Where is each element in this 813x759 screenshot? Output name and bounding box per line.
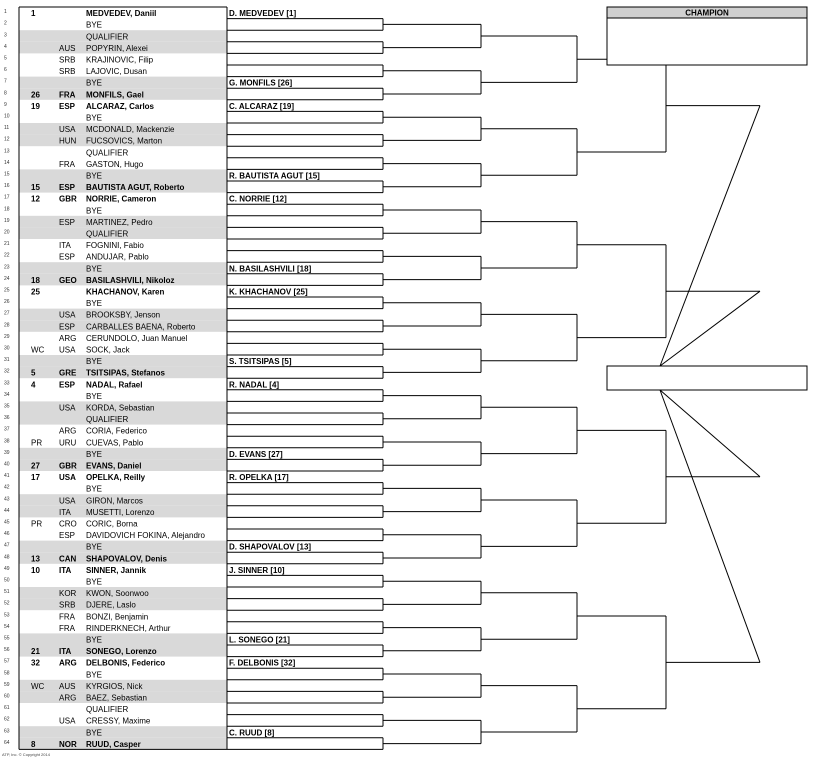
- round2-winner: R. BAUTISTA AGUT [15]: [229, 171, 320, 181]
- player-country: ITA: [59, 647, 72, 657]
- player-name: KORDA, Sebastian: [86, 403, 155, 413]
- player-name: KHACHANOV, Karen: [86, 287, 165, 297]
- draw-position-number: 2: [4, 20, 7, 27]
- player-name: SONEGO, Lorenzo: [86, 647, 157, 657]
- player-seed: 1: [31, 9, 36, 19]
- draw-position-number: 31: [4, 357, 10, 364]
- player-name: ALCARAZ, Carlos: [86, 101, 155, 111]
- row-shade: [19, 726, 227, 738]
- draw-position-number: 9: [4, 101, 7, 108]
- player-name: CORIA, Federico: [86, 426, 147, 436]
- round2-winner: C. RUUD [8]: [229, 728, 275, 738]
- player-name: CUEVAS, Pablo: [86, 438, 144, 448]
- player-name: ANDUJAR, Pablo: [86, 252, 149, 262]
- player-name: BYE: [86, 299, 103, 309]
- draw-position-number: 28: [4, 322, 10, 329]
- player-name: RUUD, Casper: [86, 739, 141, 749]
- draw-position-number: 44: [4, 507, 10, 514]
- draw-position-number: 7: [4, 78, 7, 85]
- row-shade: [19, 633, 227, 645]
- draw-position-number: 29: [4, 333, 10, 340]
- draw-position-number: 42: [4, 484, 10, 491]
- player-seed: 5: [31, 368, 36, 378]
- final-connector-lower: [660, 390, 760, 662]
- row-shade: [19, 541, 227, 553]
- draw-position-number: 59: [4, 681, 10, 688]
- draw-position-number: 37: [4, 426, 10, 433]
- player-country: ITA: [59, 565, 72, 575]
- player-country: NOR: [59, 739, 77, 749]
- round2-winner: G. MONFILS [26]: [229, 78, 293, 88]
- player-seed: 15: [31, 183, 40, 193]
- draw-position-number: 52: [4, 600, 10, 607]
- draw-position-number: 1: [4, 9, 7, 16]
- draw-position-number: 51: [4, 589, 10, 596]
- round2-winner: L. SONEGO [21]: [229, 635, 290, 645]
- player-country: ESP: [59, 322, 76, 332]
- draw-position-number: 18: [4, 206, 10, 213]
- player-name: QUALIFIER: [86, 148, 129, 158]
- player-name: GIRON, Marcos: [86, 496, 143, 506]
- player-name: KWON, Soonwoo: [86, 589, 149, 599]
- draw-position-number: 22: [4, 252, 10, 259]
- player-country: HUN: [59, 136, 77, 146]
- player-name: BYE: [86, 357, 103, 367]
- round2-winner: R. NADAL [4]: [229, 380, 280, 390]
- player-seed: 26: [31, 90, 40, 100]
- player-name: BYE: [86, 670, 103, 680]
- round2-winner: K. KHACHANOV [25]: [229, 287, 308, 297]
- round2-winner: S. TSITSIPAS [5]: [229, 357, 292, 367]
- player-seed: WC: [31, 681, 45, 691]
- player-country: ESP: [59, 380, 76, 390]
- draw-position-number: 33: [4, 380, 10, 387]
- player-name: NADAL, Rafael: [86, 380, 143, 390]
- draw-position-number: 54: [4, 623, 10, 630]
- draw-position-number: 64: [4, 739, 10, 746]
- draw-position-number: 58: [4, 670, 10, 677]
- draw-position-number: 13: [4, 148, 10, 155]
- draw-position-number: 6: [4, 67, 7, 74]
- draw-position-number: 38: [4, 438, 10, 445]
- draw-position-number: 34: [4, 391, 10, 398]
- player-country: SRB: [59, 55, 76, 65]
- player-country: USA: [59, 473, 76, 483]
- player-seed: 10: [31, 565, 40, 575]
- row-shade: [19, 262, 227, 274]
- player-name: FOGNINI, Fabio: [86, 241, 144, 251]
- player-country: USA: [59, 125, 76, 135]
- player-name: BROOKSBY, Jenson: [86, 310, 161, 320]
- player-name: BONZI, Benjamin: [86, 612, 149, 622]
- player-country: USA: [59, 403, 76, 413]
- row-shade: [19, 169, 227, 181]
- player-name: CERUNDOLO, Juan Manuel: [86, 333, 188, 343]
- player-name: OPELKA, Reilly: [86, 473, 146, 483]
- player-name: MUSETTI, Lorenzo: [86, 507, 155, 517]
- draw-position-number: 19: [4, 217, 10, 224]
- round2-winner: C. NORRIE [12]: [229, 194, 287, 204]
- player-country: CRO: [59, 519, 77, 529]
- player-name: BAEZ, Sebastian: [86, 693, 147, 703]
- player-country: ARG: [59, 658, 77, 668]
- round2-winner: R. OPELKA [17]: [229, 473, 289, 483]
- player-country: FRA: [59, 90, 76, 100]
- draw-position-number: 46: [4, 531, 10, 538]
- player-name: FUCSOVICS, Marton: [86, 136, 163, 146]
- player-country: SRB: [59, 67, 76, 77]
- draw-position-number: 60: [4, 693, 10, 700]
- draw-position-number: 8: [4, 90, 7, 97]
- player-name: SOCK, Jack: [86, 345, 130, 355]
- player-country: USA: [59, 310, 76, 320]
- player-seed: 32: [31, 658, 40, 668]
- player-country: FRA: [59, 623, 75, 633]
- player-name: BYE: [86, 78, 103, 88]
- player-name: LAJOVIC, Dusan: [86, 67, 147, 77]
- player-country: FRA: [59, 612, 75, 622]
- player-country: USA: [59, 716, 76, 726]
- player-name: BYE: [86, 264, 103, 274]
- player-name: CORIC, Borna: [86, 519, 138, 529]
- player-seed: 17: [31, 473, 40, 483]
- player-name: BYE: [86, 171, 103, 181]
- draw-position-number: 30: [4, 345, 10, 352]
- draw-position-number: 26: [4, 299, 10, 306]
- final-connector-upper: [660, 291, 760, 366]
- player-country: GBR: [59, 194, 77, 204]
- player-seed: 21: [31, 647, 40, 657]
- draw-position-number: 48: [4, 554, 10, 561]
- draw-position-number: 32: [4, 368, 10, 375]
- player-name: DJERE, Laslo: [86, 600, 136, 610]
- draw-position-number: 63: [4, 728, 10, 735]
- player-country: CAN: [59, 554, 77, 564]
- player-name: MEDVEDEV, Daniil: [86, 9, 157, 19]
- player-name: RINDERKNECH, Arthur: [86, 623, 171, 633]
- player-country: ARG: [59, 693, 77, 703]
- player-country: GRE: [59, 368, 77, 378]
- player-seed: 13: [31, 554, 40, 564]
- round2-winner: N. BASILASHVILI [18]: [229, 264, 312, 274]
- draw-position-number: 5: [4, 55, 7, 62]
- player-seed: PR: [31, 438, 43, 448]
- player-seed: 12: [31, 194, 40, 204]
- draw-position-number: 57: [4, 658, 10, 665]
- player-name: BASILASHVILI, Nikoloz: [86, 275, 175, 285]
- draw-position-number: 20: [4, 229, 10, 236]
- row-shade: [19, 448, 227, 460]
- player-name: BYE: [86, 728, 103, 738]
- draw-position-number: 10: [4, 113, 10, 120]
- player-country: GEO: [59, 275, 77, 285]
- player-name: MARTINEZ, Pedro: [86, 217, 153, 227]
- player-name: GASTON, Hugo: [86, 159, 144, 169]
- round2-winner: J. SINNER [10]: [229, 565, 285, 575]
- player-name: BYE: [86, 484, 103, 494]
- player-seed: PR: [31, 519, 43, 529]
- player-country: ESP: [59, 252, 76, 262]
- player-country: ESP: [59, 101, 76, 111]
- player-country: ITA: [59, 507, 71, 517]
- round2-winner: D. MEDVEDEV [1]: [229, 9, 297, 19]
- draw-position-number: 12: [4, 136, 10, 143]
- player-country: ARG: [59, 426, 77, 436]
- player-name: BAUTISTA AGUT, Roberto: [86, 183, 185, 193]
- draw-position-number: 39: [4, 449, 10, 456]
- player-country: AUS: [59, 681, 76, 691]
- player-country: KOR: [59, 589, 77, 599]
- champion-label: CHAMPION: [685, 8, 729, 18]
- final-connector-lower: [660, 390, 760, 477]
- player-seed: 27: [31, 461, 40, 471]
- player-name: KYRGIOS, Nick: [86, 681, 143, 691]
- player-seed: 8: [31, 739, 36, 749]
- player-name: POPYRIN, Alexei: [86, 43, 148, 53]
- player-seed: 18: [31, 275, 40, 285]
- player-country: FRA: [59, 159, 75, 169]
- draw-position-number: 49: [4, 565, 10, 572]
- player-name: TSITSIPAS, Stefanos: [86, 368, 165, 378]
- player-seed: WC: [31, 345, 45, 355]
- player-name: BYE: [86, 635, 103, 645]
- player-name: BYE: [86, 577, 103, 587]
- draw-position-number: 27: [4, 310, 10, 317]
- draw-position-number: 45: [4, 519, 10, 526]
- draw-position-number: 3: [4, 32, 7, 39]
- player-country: USA: [59, 345, 76, 355]
- player-name: SINNER, Jannik: [86, 565, 147, 575]
- player-name: NORRIE, Cameron: [86, 194, 157, 204]
- player-name: QUALIFIER: [86, 229, 129, 239]
- round2-winner: D. EVANS [27]: [229, 449, 283, 459]
- draw-position-number: 41: [4, 473, 10, 480]
- draw-position-number: 24: [4, 275, 10, 282]
- player-name: QUALIFIER: [86, 705, 129, 715]
- draw-position-number: 11: [4, 125, 10, 132]
- player-name: DAVIDOVICH FOKINA, Alejandro: [86, 531, 205, 541]
- final-box: [607, 366, 807, 390]
- player-name: CRESSY, Maxime: [86, 716, 151, 726]
- row-shade: [19, 355, 227, 367]
- draw-position-number: 55: [4, 635, 10, 642]
- player-country: AUS: [59, 43, 76, 53]
- draw-position-number: 62: [4, 716, 10, 723]
- player-name: BYE: [86, 449, 103, 459]
- player-seed: 4: [31, 380, 36, 390]
- final-connector-upper: [660, 106, 760, 366]
- draw-position-number: 23: [4, 264, 10, 271]
- player-name: BYE: [86, 113, 103, 123]
- round2-winner: D. SHAPOVALOV [13]: [229, 542, 312, 552]
- player-country: ESP: [59, 217, 76, 227]
- draw-position-number: 50: [4, 577, 10, 584]
- copyright-note: ATP, Inc. © Copyright 2014: [2, 752, 50, 757]
- draw-position-number: 47: [4, 542, 10, 549]
- player-country: USA: [59, 496, 76, 506]
- player-name: SHAPOVALOV, Denis: [86, 554, 167, 564]
- player-country: ESP: [59, 531, 76, 541]
- player-country: GBR: [59, 461, 77, 471]
- draw-position-number: 14: [4, 159, 10, 166]
- player-country: SRB: [59, 600, 76, 610]
- draw-position-number: 25: [4, 287, 10, 294]
- player-name: MONFILS, Gael: [86, 90, 144, 100]
- player-country: ARG: [59, 333, 77, 343]
- player-country: URU: [59, 438, 77, 448]
- draw-position-number: 16: [4, 183, 10, 190]
- round2-winner: F. DELBONIS [32]: [229, 658, 296, 668]
- player-name: MCDONALD, Mackenzie: [86, 125, 175, 135]
- player-name: BYE: [86, 206, 103, 216]
- draw-position-number: 17: [4, 194, 10, 201]
- player-name: BYE: [86, 391, 103, 401]
- player-name: QUALIFIER: [86, 32, 129, 42]
- player-country: ITA: [59, 241, 71, 251]
- player-name: EVANS, Daniel: [86, 461, 142, 471]
- draw-position-number: 35: [4, 403, 10, 410]
- player-seed: 19: [31, 101, 40, 111]
- player-country: ESP: [59, 183, 76, 193]
- row-shade: [19, 77, 227, 89]
- draw-position-number: 53: [4, 612, 10, 619]
- draw-position-number: 61: [4, 705, 10, 712]
- draw-position-number: 40: [4, 461, 10, 468]
- draw-position-number: 56: [4, 647, 10, 654]
- draw-position-number: 21: [4, 241, 10, 248]
- player-name: DELBONIS, Federico: [86, 658, 166, 668]
- draw-position-number: 4: [4, 43, 7, 50]
- player-name: BYE: [86, 542, 103, 552]
- round2-winner: C. ALCARAZ [19]: [229, 101, 295, 111]
- player-name: KRAJINOVIC, Filip: [86, 55, 154, 65]
- draw-position-number: 15: [4, 171, 10, 178]
- draw-position-number: 36: [4, 415, 10, 422]
- player-name: BYE: [86, 20, 103, 30]
- player-name: CARBALLES BAENA, Roberto: [86, 322, 196, 332]
- draw-position-number: 43: [4, 496, 10, 503]
- player-seed: 25: [31, 287, 40, 297]
- player-name: QUALIFIER: [86, 415, 129, 425]
